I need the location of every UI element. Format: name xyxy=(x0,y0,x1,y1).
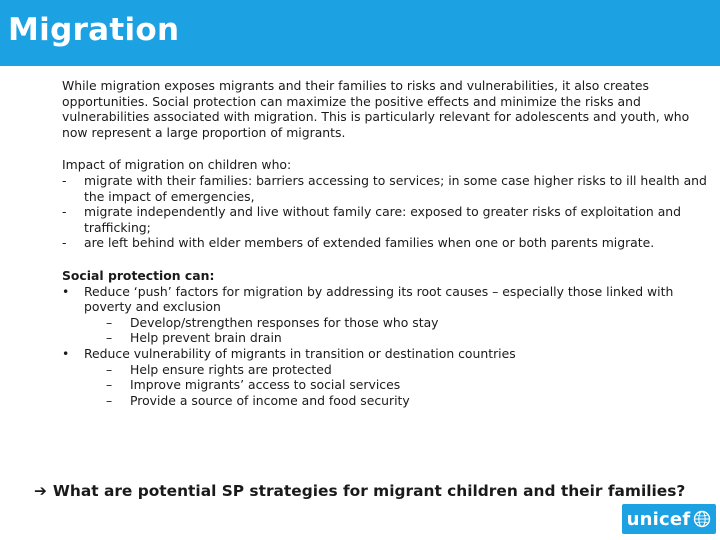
dash-marker: - xyxy=(62,204,67,220)
list-item-text: migrate with their families: barriers accessing to services; in some case higher risks to ill health and the impact of emergencies, xyxy=(84,172,707,204)
globe-icon xyxy=(693,510,711,528)
title-bar xyxy=(0,0,720,66)
dash-marker: - xyxy=(62,172,67,188)
list-item xyxy=(62,235,714,251)
sub-list-item-text: Provide a source of income and food security xyxy=(130,392,410,408)
dash-marker: - xyxy=(62,235,67,251)
sub-list-item xyxy=(84,315,714,331)
sub-list-item-text: Improve migrants’ access to social services xyxy=(130,377,401,393)
list-item xyxy=(62,284,714,346)
sub-list xyxy=(84,362,714,409)
list-item xyxy=(62,173,714,204)
sub-list-item-text: Help ensure rights are protected xyxy=(130,361,332,377)
dash-marker: – xyxy=(106,377,113,393)
arrow-right-icon: ➔ xyxy=(34,482,47,500)
sub-list-item xyxy=(84,330,714,346)
list-item xyxy=(62,204,714,235)
list-item-text: are left behind with elder members of extended families when one or both parents migrate. xyxy=(84,235,655,251)
dash-marker: – xyxy=(106,330,113,346)
question-text: What are potential SP strategies for migrant children and their families? xyxy=(52,482,686,500)
bullet-marker: • xyxy=(62,283,70,299)
list-item-text: migrate independently and live without family care: exposed to greater risks of exploitation and trafficking; xyxy=(84,204,682,235)
sub-list-item xyxy=(84,362,714,378)
sub-list-item-text: Develop/strengthen responses for those who stay xyxy=(130,314,439,330)
list-item-text: Reduce vulnerability of migrants in transition or destination countries xyxy=(84,345,516,361)
sp-heading: Social protection can: xyxy=(62,267,215,283)
sub-list-item-text: Help prevent brain drain xyxy=(130,330,282,346)
slide-title: Migration xyxy=(8,12,180,48)
list-item-text: Reduce ‘push’ factors for migration by addressing its root causes – especially those linked with poverty and exclusion xyxy=(84,283,674,315)
bullet-marker: • xyxy=(62,345,70,361)
sub-list xyxy=(84,315,714,346)
sub-list-item xyxy=(84,393,714,409)
impact-heading: Impact of migration on children who: xyxy=(62,157,292,173)
sp-section xyxy=(62,268,714,408)
intro-paragraph: While migration exposes migrants and their families to risks and vulnerabilities, it also creates opportunities. Social protection can maximize the positive effects and minimize the risks and vulnerabilities associated with migration. This is particularly relevant for adolescents and youth, who now represent a large proportion of migrants. xyxy=(62,78,690,140)
dash-marker: – xyxy=(106,361,113,377)
impact-list xyxy=(62,173,714,251)
dash-marker: – xyxy=(106,314,113,330)
unicef-logo xyxy=(622,504,716,534)
logo-text: unicef xyxy=(626,508,691,530)
key-question xyxy=(34,482,714,500)
sub-list-item xyxy=(84,377,714,393)
slide-body xyxy=(62,78,714,425)
sp-list xyxy=(62,284,714,409)
impact-section xyxy=(62,157,714,251)
dash-marker: – xyxy=(106,392,113,408)
list-item xyxy=(62,346,714,408)
